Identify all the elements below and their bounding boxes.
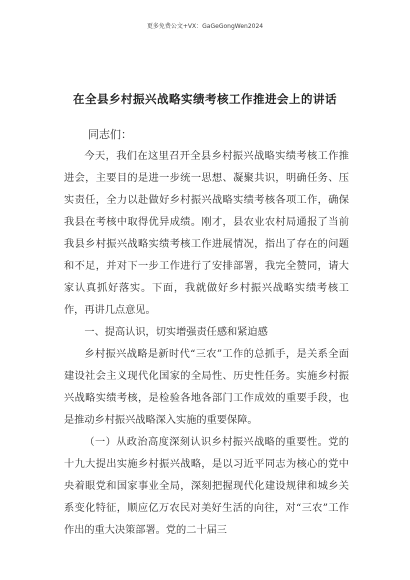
- paragraph-section-1: 乡村振兴战略是新时代“三农”工作的总抓手，是关系全面建设社会主义现代化国家的全局性、历史性任务。实施乡村振兴战略实绩考核，是检验各地各部门工作成效的重要手段，也是推动乡村振兴战略深入实施的重要保障。: [64, 349, 349, 426]
- paragraph-subsection-1: （一）从政治高度深刻认识乡村振兴战略的重要性。党的十九大提出实施乡村振兴战略，是以习近平同志为核心的党中央着眼党和国家事业全局，深刻把握现代化建设规律和城乡关系变化特征，顺应亿万农民对美好生活的向往，对“三农”工作作出的重大决策部署。党的二十届三: [64, 437, 349, 536]
- document-title: 在全县乡村振兴战略实绩考核工作推进会上的讲话: [73, 92, 337, 106]
- paragraph-opening: 今天，我们在这里召开全县乡村振兴战略实绩考核工作推进会，主要目的是进一步统一思想、凝聚共识，明确任务、压实责任，全力以赴做好乡村振兴战略实绩考核各项工作，确保我县在考核中取得优异成绩。刚才，县农业农村局通报了当前我县乡村振兴战略实绩考核工作进展情况，指出了存在的问题和不足，并对下一步工作进行了安排部署，我完全赞同，请大家认真抓好落实。下面，我就做好乡村振兴战略实绩考核工作，再讲几点意见。: [64, 151, 349, 316]
- document-body: [64, 146, 349, 542]
- salutation: 同志们：: [88, 128, 132, 141]
- section-heading-1: 一、提高认识，切实增强责任感和紧迫感: [84, 327, 268, 338]
- header-note: 更多免费公文+VX：GaGeGongWen2024: [146, 23, 264, 30]
